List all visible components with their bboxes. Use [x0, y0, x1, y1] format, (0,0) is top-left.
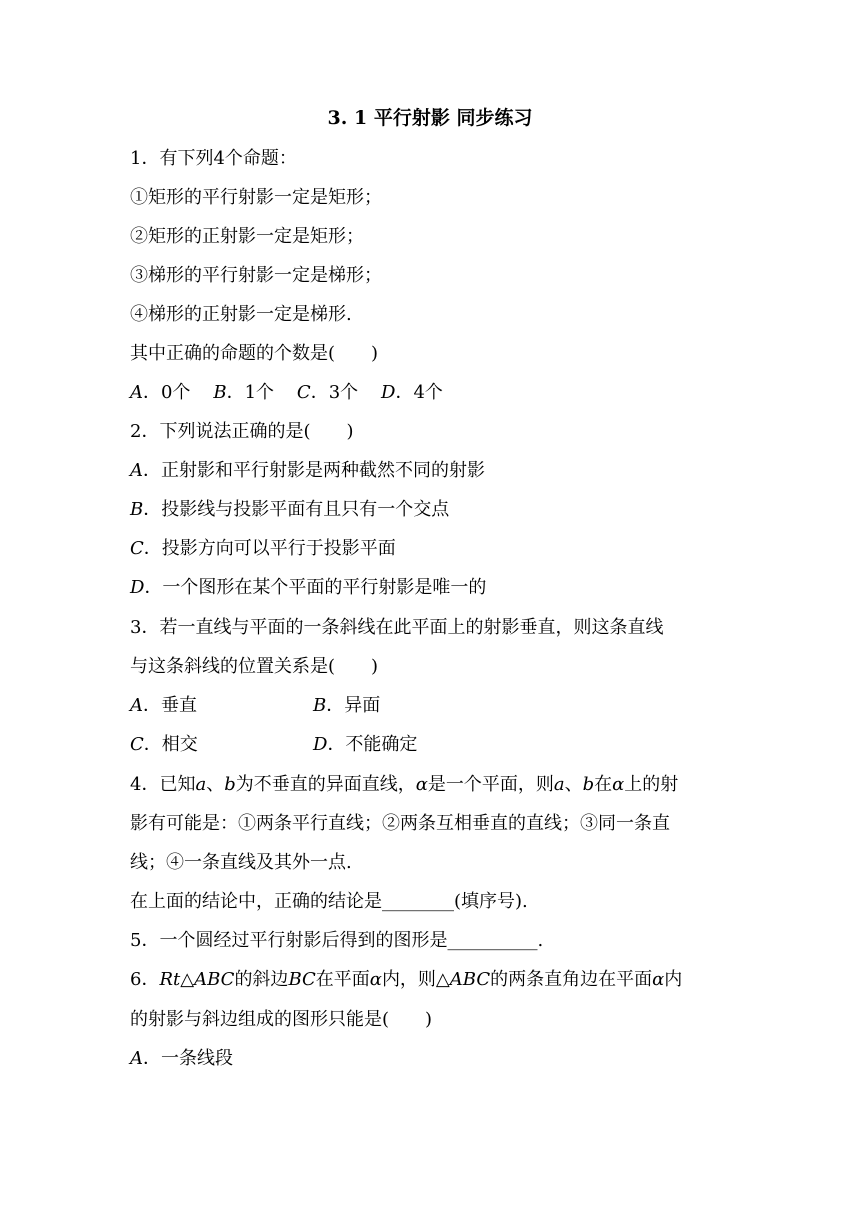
q1-question: 其中正确的命题的个数是( )	[130, 343, 379, 364]
q2-option-c: C．投影方向可以平行于投影平面	[130, 538, 396, 559]
q2-option-a: A．正射影和平行射影是两种截然不同的射影	[130, 460, 485, 481]
q1-proposition-1: ①矩形的平行射影一定是矩形；	[130, 187, 382, 208]
q6-stem-line-2: 的射影与斜边组成的图形只能是( )	[130, 1009, 433, 1030]
q3-options-row-1	[130, 692, 197, 720]
q1-option-d: D．4个	[381, 382, 443, 403]
q3-option-a: A．垂直	[130, 695, 197, 716]
q6-option-a: A．一条线段	[130, 1048, 233, 1069]
q4-stem-line-3: 线；④一条直线及其外一点.	[130, 852, 352, 873]
q1-options	[130, 379, 443, 407]
q5-stem: 5．一个圆经过平行射影后得到的图形是__________.	[130, 930, 544, 951]
q3-option-d: D．不能确定	[313, 734, 418, 755]
page-title: 3. 1 平行射影 同步练习	[327, 107, 533, 129]
q6-stem-line-1: 6．Rt△ABC的斜边BC在平面α内，则△ABC的两条直角边在平面α内	[130, 969, 683, 990]
q4-stem-line-4: 在上面的结论中，正确的结论是________(填序号).	[130, 891, 528, 912]
q4-stem-line-2: 影有可能是：①两条平行直线；②两条互相垂直的直线；③同一条直	[130, 813, 670, 834]
q1-option-a: A．0个	[130, 382, 191, 403]
q4-stem-line-1: 4．已知a、b为不垂直的异面直线，α是一个平面，则a、b在α上的射	[130, 774, 679, 795]
q1-option-b: B．1个	[213, 382, 275, 403]
q3-stem-line-2: 与这条斜线的位置关系是( )	[130, 656, 379, 677]
q3-option-b: B．异面	[313, 695, 381, 716]
q1-stem: 1．有下列4个命题：	[130, 148, 297, 169]
q1-proposition-4: ④梯形的正射影一定是梯形.	[130, 304, 352, 325]
q2-option-b: B．投影线与投影平面有且只有一个交点	[130, 499, 450, 520]
q3-stem-line-1: 3．若一直线与平面的一条斜线在此平面上的射影垂直，则这条直线	[130, 617, 664, 638]
q1-option-c: C．3个	[296, 382, 359, 403]
q1-proposition-2: ②矩形的正射影一定是矩形；	[130, 226, 364, 247]
q3-option-c: C．相交	[130, 734, 198, 755]
q2-stem: 2．下列说法正确的是( )	[130, 421, 354, 442]
q2-option-d: D．一个图形在某个平面的平行射影是唯一的	[130, 577, 487, 598]
q1-proposition-3: ③梯形的平行射影一定是梯形；	[130, 265, 382, 286]
